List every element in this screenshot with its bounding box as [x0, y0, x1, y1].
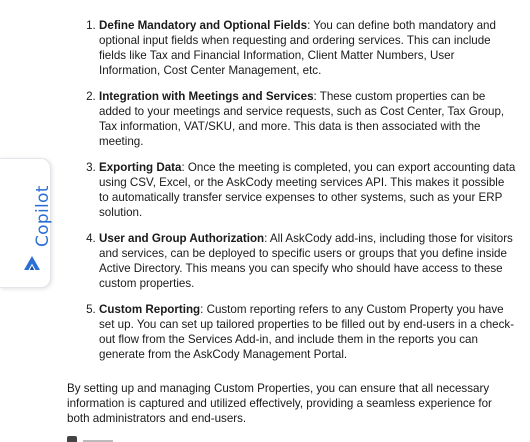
feature-item-authorization — [99, 231, 517, 291]
feature-title: Custom Reporting — [99, 303, 201, 316]
summary-paragraph: By setting up and managing Custom Properties, you can ensure that all necessary information is captured and utilized effectively, providing a seamless experience for both administrators and end-users. — [67, 382, 492, 425]
feature-title: Exporting Data — [99, 161, 182, 174]
feature-item-custom-reporting — [99, 302, 517, 362]
feature-item-integration — [99, 89, 517, 149]
cut-off-footer-item — [67, 436, 127, 442]
copilot-tab[interactable] — [0, 158, 51, 288]
feature-text: : These custom properties can be added to your meetings and service requests, such as Cost Center, Tax Group, Tax information, VAT/SKU, and more. This data is then associated with the meeting. — [99, 90, 505, 148]
cut-off-icon — [67, 436, 77, 442]
feature-title: Integration with Meetings and Services — [99, 90, 314, 103]
askcody-a-logo-icon — [24, 256, 40, 270]
article-content — [67, 18, 517, 373]
feature-list — [67, 18, 517, 362]
copilot-label: Copilot — [33, 185, 53, 247]
feature-text: : All AskCody add-ins, including those for visitors and services, can be deployed to specific users or groups that you define inside Active Directory. This means you can specify who should have access to these custom properties. — [99, 232, 513, 290]
feature-text: : You can define both mandatory and optional input fields when requesting and ordering services. This can include fields like Tax and Financial Information, Client Matter Numbers, User Information, Cost Center Management, etc. — [99, 19, 496, 77]
feature-text: : Custom reporting refers to any Custom Property you have set up. You can set up tailored properties to be filled out by end-users in a check-out flow from the Services Add-in, and include them in the reports you can generate from the AskCody Management Portal. — [99, 303, 515, 361]
feature-title: Define Mandatory and Optional Fields — [99, 19, 308, 32]
feature-item-mandatory-fields — [99, 18, 517, 78]
feature-title: User and Group Authorization — [99, 232, 265, 245]
feature-item-exporting-data — [99, 160, 517, 220]
feature-text: : Once the meeting is completed, you can export accounting data using CSV, Excel, or the AskCody meeting services API. This makes it possible to automatically transfer service expenses to other systems, such as your ERP solution. — [99, 161, 516, 219]
